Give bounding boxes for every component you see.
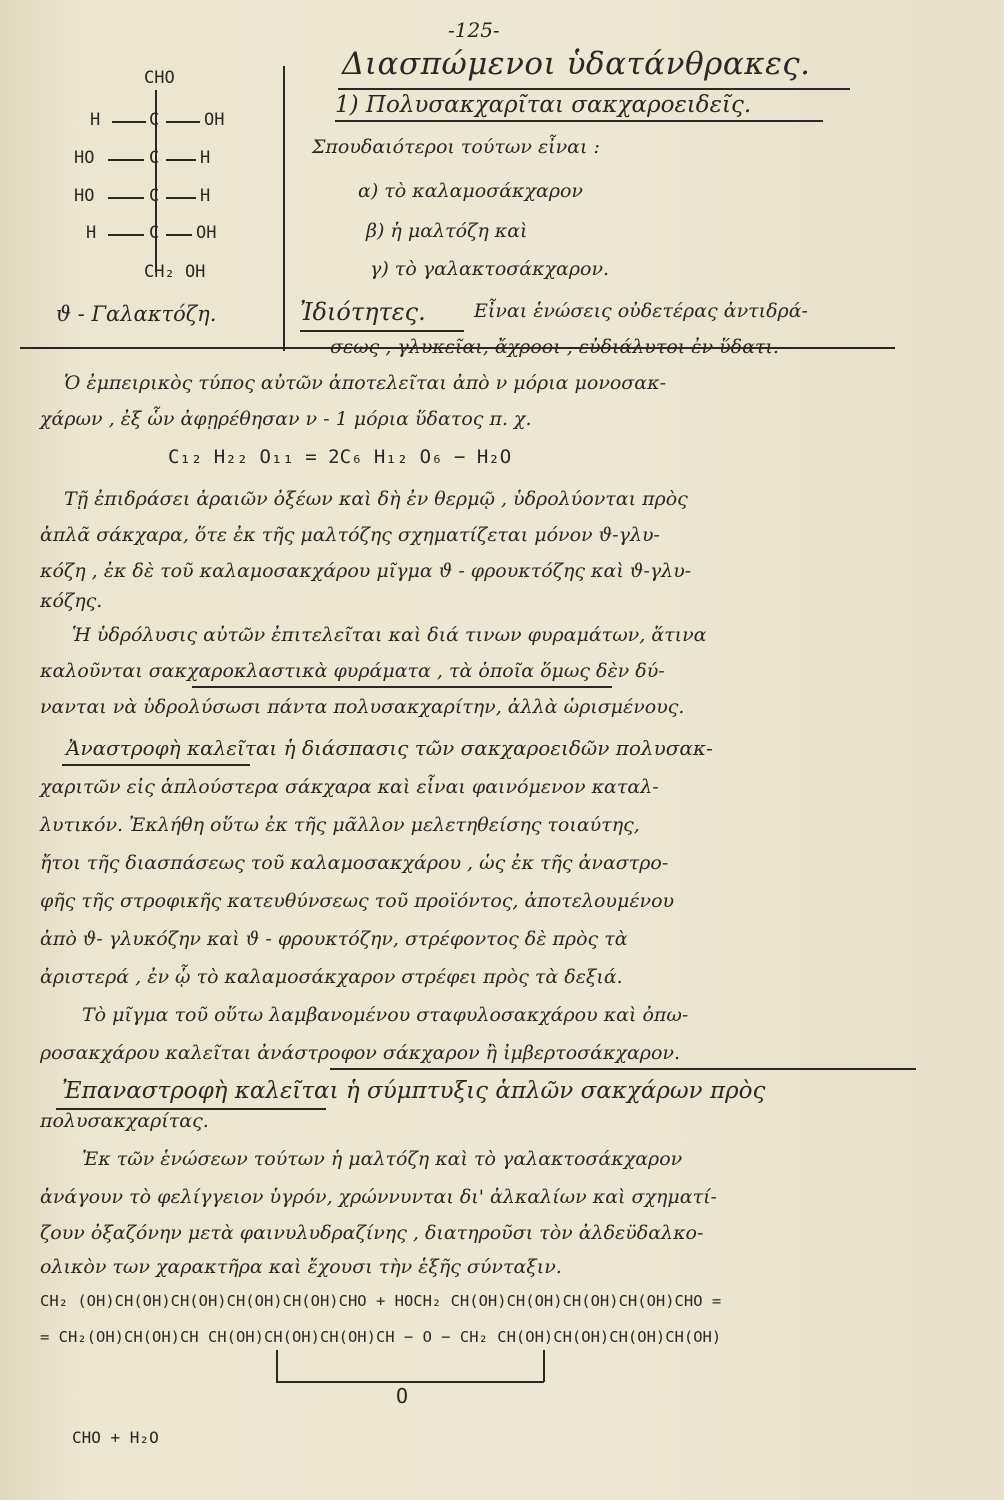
properties-heading: Ἰδιότητες. <box>300 298 426 326</box>
bond <box>108 234 144 236</box>
section-heading: 1) Πολυσακχαρῖται σακχαροειδεῖς. <box>335 92 752 118</box>
structure-name: ϑ - Γαλακτόζη. <box>56 302 217 326</box>
bridge-right <box>543 1350 545 1382</box>
intro-text: Σπουδαιότεροι τούτων εἶναι : <box>312 136 600 158</box>
paragraph-line: Ἡ ὑδρόλυσις αὐτῶν ἐπιτελεῖται καὶ διά τινων φυραμάτων, ἅτινα <box>72 624 707 646</box>
paragraph-line: ζουν ὀξαζόνην μετὰ φαινυλυδραζίνης , διατηροῦσι τὸν ἀλδεϋδαλκο- <box>40 1222 704 1244</box>
paragraph-line: Ἐπαναστροφὴ καλεῖται ἡ σύμπτυξις ἁπλῶν σακχάρων πρὸς <box>62 1078 766 1104</box>
list-item: α) τὸ καλαμοσάκχαρον <box>358 180 583 202</box>
title-underline <box>338 88 850 90</box>
structure-row-3-right: H <box>200 186 211 206</box>
paragraph-line: Ὁ ἐμπειρικὸς τύπος αὐτῶν ἀποτελεῖται ἀπὸ ν μόρια μονοσακ- <box>64 372 666 394</box>
page-number: -125- <box>448 18 500 42</box>
bond <box>166 197 196 199</box>
bond <box>166 159 196 161</box>
paragraph-line: φῆς τῆς στροφικῆς κατευθύνσεως τοῦ προϊόντος, ἀποτελουμένου <box>40 890 675 912</box>
paragraph-line: Τὸ μῖγμα τοῦ οὕτω λαμβανομένου σταφυλοσακχάρου καὶ ὀπω- <box>82 1004 689 1026</box>
properties-text-2: σεως , γλυκεῖαι, ἄχροοι , εὐδιάλυτοι ἐν ὕδατι. <box>330 336 779 358</box>
page-title: Διασπώμενοι ὑδατάνθρακες. <box>342 46 811 82</box>
bridge-bottom <box>276 1381 544 1383</box>
section-underline <box>335 120 823 122</box>
equation-condensation-line-1: CH₂ (OH)CH(OH)CH(OH)CH(OH)CH(OH)CHO + HOCH₂ CH(OH)CH(OH)CH(OH)CH(OH)CHO = <box>40 1292 722 1310</box>
paragraph-line: ροσακχάρου καλεῖται ἀνάστροφον σάκχαρον ἢ ἰμβερτοσάκχαρον. <box>40 1042 680 1064</box>
properties-text-1: Εἶναι ἑνώσεις οὐδετέρας ἀντιδρά- <box>474 300 808 322</box>
paragraph-line: κόζης. <box>40 590 103 612</box>
paragraph-line: ἀριστερά , ἐν ᾧ τὸ καλαμοσάκχαρον στρέφει πρὸς τὰ δεξιά. <box>40 966 623 988</box>
paragraph-line: ἁπλᾶ σάκχαρα, ὅτε ἐκ τῆς μαλτόζης σχηματίζεται μόνον ϑ-γλυ- <box>40 524 660 546</box>
paragraph-line: Ἐκ τῶν ἑνώσεων τούτων ἡ μαλτόζη καὶ τὸ γαλακτοσάκχαρον <box>82 1148 683 1170</box>
paragraph-line: καλοῦνται σακχαροκλαστικὰ φυράματα , τὰ ὁποῖα ὅμως δὲν δύ- <box>40 660 665 682</box>
bond <box>166 121 200 123</box>
structure-carbon-4: C <box>149 223 160 243</box>
structure-bottom-group: CH₂ OH <box>144 262 206 282</box>
structure-row-1-left: H <box>90 110 101 130</box>
bridge-oxygen: O <box>396 1384 409 1408</box>
bond <box>166 234 192 236</box>
structure-row-3-left: HO <box>74 186 95 206</box>
bond <box>108 159 144 161</box>
paragraph-line: κόζη , ἐκ δὲ τοῦ καλαμοσακχάρου μῖγμα ϑ - φρουκτόζης καὶ ϑ-γλυ- <box>40 560 692 582</box>
paragraph-line: χάρων , ἐξ ὧν ἀφῃρέθησαν ν - 1 μόρια ὕδατος π. χ. <box>40 408 532 430</box>
paragraph-line: ἤτοι τῆς διασπάσεως τοῦ καλαμοσακχάρου , ὡς ἐκ τῆς ἀναστρο- <box>40 852 669 874</box>
equation-condensation-line-3: CHO + H₂O <box>72 1428 159 1447</box>
structure-row-4-right: OH <box>196 223 217 243</box>
structure-carbon-1: C <box>149 110 160 130</box>
paragraph-line: νανται νὰ ὑδρολύσωσι πάντα πολυσακχαρίτην, ἀλλὰ ὡρισμένους. <box>40 696 685 718</box>
term-underline <box>330 1068 916 1070</box>
properties-underline <box>300 330 464 332</box>
bond <box>112 121 146 123</box>
list-item: γ) τὸ γαλακτοσάκχαρον. <box>370 258 610 280</box>
structure-carbon-2: C <box>149 148 160 168</box>
paragraph-line: λυτικόν. Ἐκλήθη οὕτω ἐκ τῆς μᾶλλον μελετηθείσης τοιαύτης, <box>40 814 640 836</box>
paragraph-line: ολικὸν των χαρακτῆρα καὶ ἔχουσι τὴν ἑξῆς σύνταξιν. <box>40 1256 562 1278</box>
structure-row-2-left: HO <box>74 148 95 168</box>
bond <box>108 197 144 199</box>
structure-row-1-right: OH <box>204 110 225 130</box>
paragraph-line: Ἀναστροφὴ καλεῖται ἡ διάσπασις τῶν σακχαροειδῶν πολυσακ- <box>66 736 713 760</box>
paragraph-line: πολυσακχαρίτας. <box>40 1110 209 1132</box>
equation-empirical: C₁₂ H₂₂ O₁₁ = 2C₆ H₁₂ O₆ − H₂O <box>168 446 512 468</box>
structure-row-4-left: H <box>86 223 97 243</box>
bridge-left <box>276 1350 278 1382</box>
paragraph-line: ἀνάγουν τὸ φελίγγειον ὑγρόν, χρώννυνται δι' ἀλκαλίων καὶ σχηματί- <box>40 1186 717 1208</box>
structure-divider <box>283 66 285 351</box>
structure-carbon-3: C <box>149 186 160 206</box>
term-underline <box>192 686 612 688</box>
list-item: β) ἡ μαλτόζη καὶ <box>366 220 528 242</box>
paragraph-line: ἀπὸ ϑ- γλυκόζην καὶ ϑ - φρουκτόζην, στρέφοντος δὲ πρὸς τὰ <box>40 928 628 950</box>
term-underline <box>62 764 250 766</box>
paragraph-line: χαριτῶν εἰς ἁπλούστερα σάκχαρα καὶ εἶναι φαινόμενον καταλ- <box>40 776 659 798</box>
structure-top-group: CHO <box>144 68 175 88</box>
equation-condensation-line-2: = CH₂(OH)CH(OH)CH CH(OH)CH(OH)CH(OH)CH − O − CH₂ CH(OH)CH(OH)CH(OH)CH(OH) <box>40 1328 722 1346</box>
structure-row-2-right: H <box>200 148 211 168</box>
paragraph-line: Τῇ ἐπιδράσει ἀραιῶν ὀξέων καὶ δὴ ἐν θερμῷ , ὑδρολύονται πρὸς <box>64 488 688 510</box>
